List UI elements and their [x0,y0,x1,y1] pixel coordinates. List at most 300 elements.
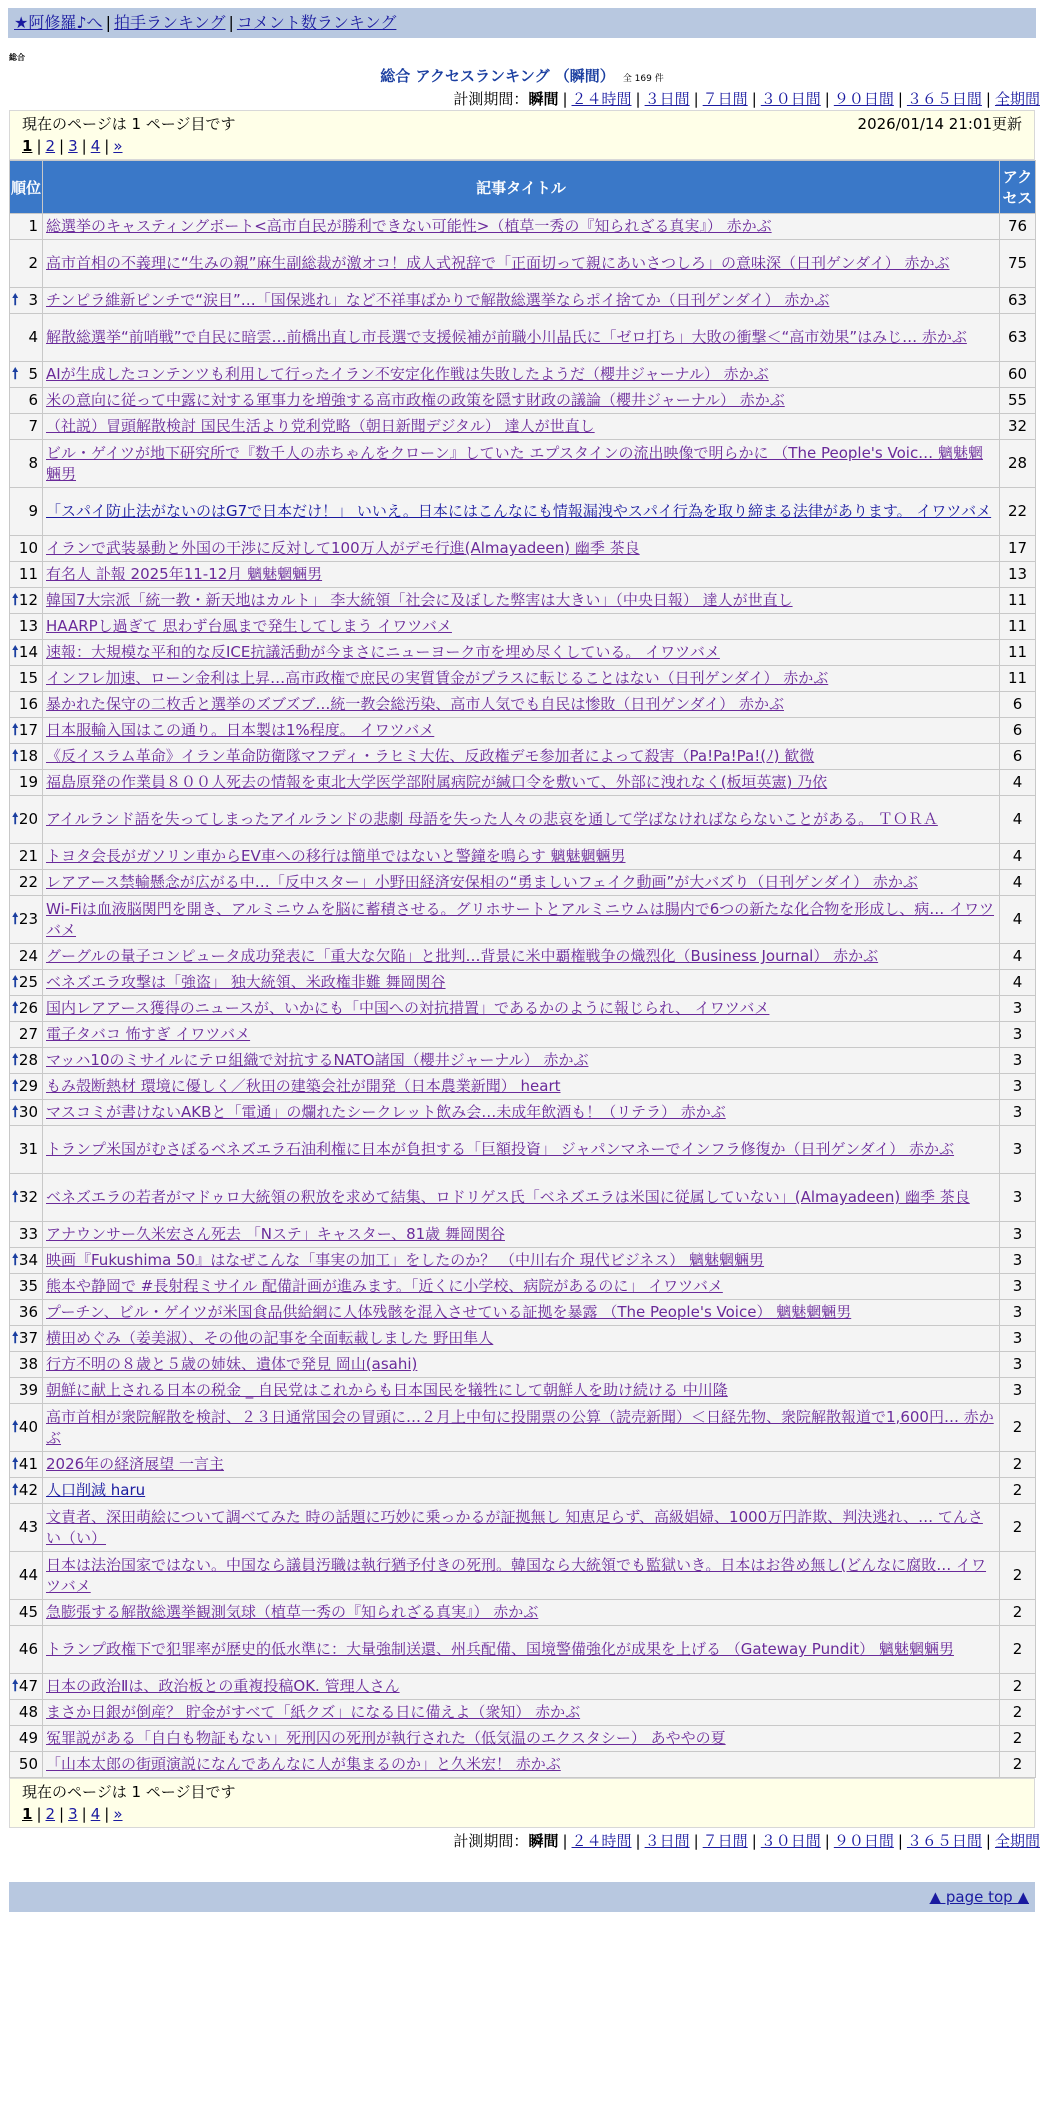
article-title-link[interactable]: Wi-Fiは血液脳関門を開き、アルミニウムを脳に蓄積させる。グリホサートとアルミニウムは腸内で6つの新たな化合物を形成し、病… イワツバメ [46,899,995,939]
rank-number: 33 [18,1225,38,1243]
rank-cell [10,870,43,896]
title-cell [43,996,1000,1022]
article-title-link[interactable]: 「山本太郎の街頭演説になんであんなに人が集まるのか」と久米宏！ 赤かぶ [46,1755,561,1773]
article-title-link[interactable]: 急膨張する解散総選挙観測気球（植草一秀の『知られざる真実』） 赤かぶ [46,1603,539,1621]
rank-cell [10,1074,43,1100]
rank-number: 14 [18,643,38,661]
article-title-link[interactable]: 福島原発の作業員８００人死去の情報を東北大学医学部附属病院が緘口令を敷いて、外部に洩れなく(板垣英憲) 乃依 [46,773,828,791]
period-separator: | [562,90,568,108]
article-title-link[interactable]: 「スパイ防止法がないのはG7で日本だけ！」 いいえ。日本にはこんなにも情報漏洩やスパイ行為を取り締まる法律があります。 イワツバメ [46,502,992,520]
table-row [10,414,1036,440]
rank-cell [10,692,43,718]
title-cell [43,1600,1000,1626]
period-link[interactable]: ９０日間 [833,90,894,108]
rank-number: 13 [18,617,38,635]
rank-number: 49 [18,1729,38,1747]
rank-number: 11 [18,565,38,583]
article-title-link[interactable]: 国内レアアース獲得のニュースが、いかにも「中国への対抗措置」であるかのように報じられ、 イワツバメ [46,999,770,1017]
article-title-link[interactable]: アイルランド語を失ってしまったアイルランドの悲劇 母語を失った人々の悲哀を通して学ばなければならないことがある。 ＴＯＲＡ [46,810,938,828]
table-row [10,214,1036,240]
article-title-link[interactable]: AIが生成したコンテンツも利用して行ったイラン不安定化作戦は失敗したようだ（櫻井ジャーナル） 赤かぶ [46,365,769,383]
article-title-link[interactable]: ビル・ゲイツが地下研究所で『数千人の赤ちゃんをクローン』していた エプスタインの流出映像で明らかに （The People's Voic… 魑魅魍魎男 [46,443,983,483]
rank-up-arrow-icon: 🠕 [12,997,19,1016]
rank-up-arrow-icon: 🠕 [12,1101,19,1120]
rank-cell [10,614,43,640]
nav-link-asyura-home[interactable]: ★阿修羅♪へ [14,13,103,32]
access-count: 3 [1000,1048,1036,1074]
article-title-link[interactable]: 韓国7大宗派「統一教・新天地はカルト」 李大統領「社会に及ぼした弊害は大きい」（中央日報） 達人が世直し [46,591,793,609]
article-title-link[interactable]: 行方不明の８歳と５歳の姉妹、遺体で発見 岡山(asahi) [46,1355,418,1373]
rank-cell [10,1626,43,1674]
article-title-link[interactable]: チンピラ維新ピンチで“涙目”…「国保逃れ」など不祥事ばかりで解散総選挙ならポイ捨てか（日刊ゲンダイ） 赤かぶ [46,291,830,309]
page-separator: | [81,1805,87,1823]
title-cell [43,844,1000,870]
access-count: 17 [1000,536,1036,562]
rank-cell [10,1674,43,1700]
article-title-link[interactable]: インフレ加速、ローン金利は上昇…高市政権で庶民の実質賃金がプラスに転じることはない（日刊ゲンダイ） 赤かぶ [46,669,829,687]
rank-number: 41 [18,1455,38,1473]
table-row [10,488,1036,536]
table-row [10,1248,1036,1274]
current-page-text: 現在のページは 1 ページ目です [22,115,236,133]
page-separator: | [104,137,110,155]
column-header-title: 記事タイトル [43,161,1000,214]
rank-cell [10,1600,43,1626]
period-link[interactable]: ２４時間 [571,90,632,108]
article-title-link[interactable]: 日本の政治Ⅱは、政治板との重複投稿OK. 管理人さん [46,1677,400,1695]
rank-cell [10,588,43,614]
article-title-link[interactable]: 暴かれた保守の二枚舌と選挙のズブズブ…統一教会総汚染、高市人気でも自民は惨敗（日刊ゲンダイ） 赤かぶ [46,695,784,713]
access-count: 3 [1000,996,1036,1022]
table-row [10,944,1036,970]
article-title-link[interactable]: もみ殻断熱材 環境に優しく／秋田の建築会社が開発（日本農業新聞） heart [46,1077,561,1095]
rank-cell [10,1274,43,1300]
page-link[interactable]: 3 [68,1805,78,1823]
period-link[interactable]: ９０日間 [833,1832,894,1850]
title-cell [43,744,1000,770]
rank-cell [10,1222,43,1248]
period-separator: | [693,1832,699,1850]
article-title-link[interactable]: プーチン、ビル・ゲイツが米国食品供給網に人体残骸を混入させている証拠を暴露 （The People's Voice） 魑魅魍魎男 [46,1303,852,1321]
rank-cell [10,640,43,666]
article-title-link[interactable]: イランで武装暴動と外国の干渉に反対して100万人がデモ行進(Almayadeen) 幽季 茶良 [46,539,640,557]
table-row [10,744,1036,770]
access-count: 3 [1000,1022,1036,1048]
page-title: 総合 アクセスランキング （瞬間） [380,67,615,85]
title-cell [43,896,1000,944]
title-cell [43,562,1000,588]
table-row [10,970,1036,996]
period-link[interactable]: ３日間 [644,90,690,108]
table-row [10,1504,1036,1552]
access-count: 3 [1000,1126,1036,1174]
article-title-link[interactable]: ベネズエラ攻撃は「強盗」 独大統領、米政権非難 舞岡関谷 [46,973,446,991]
access-count: 3 [1000,1174,1036,1222]
page-link[interactable]: 4 [90,1805,101,1823]
access-count: 2 [1000,1478,1036,1504]
rank-up-arrow-icon: 🠕 [12,971,19,990]
rank-up-arrow-icon: 🠕 [12,719,19,738]
rank-number: 8 [28,454,38,472]
title-cell [43,944,1000,970]
access-count: 6 [1000,718,1036,744]
rank-number: 12 [18,591,38,609]
rank-cell [10,536,43,562]
rank-cell [10,1752,43,1778]
article-title-link[interactable]: 高市首相が衆院解散を検討、２３日通常国会の冒頭に…２月上中旬に投開票の公算（読売新聞）＜日経先物、衆院解散報道で1,600円… 赤かぶ [46,1407,994,1447]
article-title-link[interactable]: トランプ政権下で犯罪率が歴史的低水準に：大量強制送還、州兵配備、国境警備強化が成果を上げる （Gateway Pundit） 魑魅魍魎男 [46,1640,954,1658]
rank-number: 42 [18,1481,38,1499]
article-title-link[interactable]: 日本服輸入国はこの通り。日本製は1%程度。 イワツバメ [46,721,435,739]
rank-number: 24 [18,947,38,965]
rank-number: 47 [18,1677,38,1695]
article-title-link[interactable]: マスコミが書けないAKBと「電通」の爛れたシークレット飲み会…未成年飲酒も！（リテラ） 赤かぶ [46,1103,726,1121]
rank-cell [10,1452,43,1478]
rank-cell [10,896,43,944]
rank-cell [10,1726,43,1752]
title-cell [43,1222,1000,1248]
rank-number: 27 [18,1025,38,1043]
period-separator: | [693,90,699,108]
page-link[interactable]: 2 [45,1805,56,1823]
table-row [10,362,1036,388]
access-count: 4 [1000,770,1036,796]
rank-number: 34 [18,1251,38,1269]
article-title-link[interactable]: 解散総選挙“前哨戦”で自民に暗雲…前橋出直し市長選で支援候補が前職小川晶氏に「ゼロ打ち」大敗の衝撃＜“高市効果”はみじ… 赤かぶ [46,328,967,346]
rank-number: 25 [18,973,38,991]
title-cell [43,1752,1000,1778]
rank-number: 28 [18,1051,38,1069]
title-cell [43,414,1000,440]
page-next-link[interactable]: » [113,1805,123,1823]
article-title-link[interactable]: トランプ米国がむさぼるベネズエラ石油利権に日本が負担する「巨額投資」 ジャパンマネーでインフラ修復か（日刊ゲンダイ） 赤かぶ [46,1140,955,1158]
title-cell [43,362,1000,388]
article-title-link[interactable]: 映画『Fukushima 50』はなぜこんな「事実の加工」をしたのか？ （中川右介 現代ビジネス） 魑魅魍魎男 [46,1251,765,1269]
period-link[interactable]: ２４時間 [571,1832,632,1850]
period-link[interactable]: 全期間 [994,1832,1040,1850]
table-row [10,440,1036,488]
access-count: 11 [1000,666,1036,692]
article-title-link[interactable]: 2026年の経済展望 一言主 [46,1455,224,1473]
article-title-link[interactable]: 朝鮮に献上される日本の税金 _ 自民党はこれからも日本国民を犠牲にして朝鮮人を助け続ける 中川隆 [46,1381,728,1399]
rank-number: 10 [18,539,38,557]
table-row [10,288,1036,314]
rank-cell [10,1326,43,1352]
column-header-access: アクセス [1000,161,1036,214]
rank-number: 18 [18,747,38,765]
page-top-link[interactable]: ▲ page top ▲ [929,1888,1029,1906]
period-link[interactable]: ３６５日間 [906,1832,982,1850]
rank-cell [10,1404,43,1452]
rank-number: 30 [18,1103,38,1121]
rank-number: 37 [18,1329,38,1347]
title-cell [43,1378,1000,1404]
rank-number: 31 [18,1140,38,1158]
title-cell [43,870,1000,896]
page-separator: | [59,1805,65,1823]
rank-number: 29 [18,1077,38,1095]
article-title-link[interactable]: ベネズエラの若者がマドゥロ大統領の釈放を求めて結集、ロドリゲス氏「ベネズエラは米国に従属していない」(Almayadeen) 幽季 茶良 [46,1188,970,1206]
article-title-link[interactable]: 横田めぐみ（姜美淑）、その他の記事を全面転載しました 野田隼人 [46,1329,494,1347]
rank-number: 9 [28,502,38,520]
table-row [10,1378,1036,1404]
access-count: 13 [1000,562,1036,588]
article-title-link[interactable]: 総選挙のキャスティングボート<高市自民が勝利できない可能性>（植草一秀の『知られざる真実』） 赤かぶ [46,217,772,235]
access-count: 2 [1000,1552,1036,1600]
period-link[interactable]: ７日間 [702,1832,748,1850]
rank-cell [10,1552,43,1600]
period-link[interactable]: ３０日間 [760,1832,821,1850]
table-row [10,870,1036,896]
access-count: 63 [1000,288,1036,314]
rank-up-arrow-icon: 🠕 [12,745,19,764]
access-count: 4 [1000,870,1036,896]
access-count: 3 [1000,1100,1036,1126]
period-selector-bottom [0,1830,1040,1852]
table-row [10,692,1036,718]
title-cell [43,440,1000,488]
period-link[interactable]: ３６５日間 [906,90,982,108]
bottom-bar [9,1882,1035,1912]
access-count: 4 [1000,844,1036,870]
title-cell [43,488,1000,536]
title-cell [43,1452,1000,1478]
period-separator: | [562,1832,568,1850]
table-row [10,1222,1036,1248]
rank-cell [10,214,43,240]
rank-number: 50 [18,1755,38,1773]
article-title-link[interactable]: グーグルの量子コンピュータ成功発表に「重大な欠陥」と批判…背景に米中覇権戦争の熾烈化（Business Journal） 赤かぶ [46,947,879,965]
page-link[interactable]: 3 [68,137,78,155]
rank-number: 17 [18,721,38,739]
rank-number: 5 [28,365,38,383]
access-count: 2 [1000,1404,1036,1452]
period-link[interactable]: ７日間 [702,90,748,108]
period-label: 計測期間： [453,90,529,108]
page-next-link[interactable]: » [113,137,123,155]
rank-number: 44 [18,1566,38,1584]
access-count: 4 [1000,896,1036,944]
period-separator: | [897,1832,903,1850]
rank-up-arrow-icon: 🠕 [12,641,19,660]
table-row [10,314,1036,362]
page-link[interactable]: 4 [90,137,101,155]
article-title-link[interactable]: HAARPし過ぎて 思わず台風まで発生してしまう イワツバメ [46,617,452,635]
title-cell [43,1048,1000,1074]
period-separator: | [897,90,903,108]
period-link[interactable]: ３日間 [644,1832,690,1850]
rank-number: 23 [18,910,38,928]
rank-up-arrow-icon: 🠕 [12,1416,19,1435]
title-cell [43,796,1000,844]
rank-up-arrow-icon: 🠕 [12,1249,19,1268]
access-count: 3 [1000,1300,1036,1326]
article-title-link[interactable]: 速報：大規模な平和的な反ICE抗議活動が今まさにニューヨーク市を埋め尽くしている。 イワツバメ [46,643,720,661]
page-separator: | [59,137,65,155]
rank-number: 4 [28,328,38,346]
rank-number: 2 [28,254,38,272]
rank-cell [10,388,43,414]
title-cell [43,692,1000,718]
rank-number: 15 [18,669,38,687]
access-count: 3 [1000,1378,1036,1404]
access-count: 11 [1000,640,1036,666]
article-title-link[interactable]: マッハ10のミサイルにテロ組織で対抗するNATO諸国（櫻井ジャーナル） 赤かぶ [46,1051,589,1069]
title-cell [43,970,1000,996]
title-cell [43,1552,1000,1600]
access-count: 2 [1000,1752,1036,1778]
article-title-link[interactable]: まさか日銀が倒産？ 貯金がすべて「紙クズ」になる日に備えよ（衆知） 赤かぶ [46,1703,581,1721]
rank-number: 7 [28,417,38,435]
table-row [10,1600,1036,1626]
rank-number: 21 [18,847,38,865]
table-row [10,666,1036,692]
rank-number: 6 [28,391,38,409]
article-title-link[interactable]: 高市首相の不義理に“生みの親”麻生副総裁が激オコ！成人式祝辞で「正面切って親にあいさつしろ」の意味深（日刊ゲンダイ） 赤かぶ [46,254,950,272]
period-current: 瞬間 [528,1832,559,1850]
table-row [10,1552,1036,1600]
rank-up-arrow-icon: 🠕 [12,1453,19,1472]
access-count: 76 [1000,214,1036,240]
article-title-link[interactable]: 文責者、深田萌絵について調べてみた 時の話題に巧妙に乗っかるが証拠無し 知恵足らず、高級娼婦、1000万円詐欺、判決逃れ、… てんさい（い） [46,1507,983,1547]
article-title-link[interactable]: 有名人 訃報 2025年11-12月 魑魅魍魎男 [46,565,323,583]
table-row [10,1100,1036,1126]
period-separator: | [751,1832,757,1850]
access-count: 2 [1000,1626,1036,1674]
access-count: 2 [1000,1504,1036,1552]
page-separator: | [36,137,42,155]
article-title-link[interactable]: トヨタ会長がガソリン車からEV車への移行は簡単ではないと警鐘を鳴らす 魑魅魍魎男 [46,847,626,865]
table-row [10,1126,1036,1174]
rank-cell [10,944,43,970]
page-separator: | [81,137,87,155]
article-title-link[interactable]: レアアース禁輸懸念が広がる中…「反中スター」小野田経済安保相の“勇ましいフェイク動画”が大バズり（日刊ゲンダイ） 赤かぶ [46,873,918,891]
period-separator: | [635,1832,641,1850]
title-cell [43,1478,1000,1504]
pagination-top [22,135,1022,157]
rank-cell [10,1378,43,1404]
page-link[interactable]: 2 [45,137,56,155]
top-nav-bar [8,8,1036,38]
period-separator: | [985,90,991,108]
rank-number: 22 [18,873,38,891]
updated-timestamp: 2026/01/14 21:01更新 [857,115,1022,133]
rank-number: 20 [18,810,38,828]
rank-number: 40 [18,1418,38,1436]
title-cell [43,1174,1000,1222]
rank-up-arrow-icon: 🠕 [12,589,19,608]
rank-cell [10,1352,43,1378]
rank-number: 32 [18,1188,38,1206]
rank-cell [10,414,43,440]
table-row [10,388,1036,414]
rank-number: 39 [18,1381,38,1399]
title-cell [43,1274,1000,1300]
title-cell [43,640,1000,666]
title-cell [43,1404,1000,1452]
title-cell [43,718,1000,744]
article-title-link[interactable]: 日本は法治国家ではない。中国なら議員汚職は執行猶予付きの死刑。韓国なら大統領でも監獄いき。日本はお咎め無し(どんなに腐敗… イワツバメ [46,1555,987,1595]
table-row [10,1700,1036,1726]
access-count: 11 [1000,588,1036,614]
rank-number: 35 [18,1277,38,1295]
table-row [10,1352,1036,1378]
article-title-link[interactable]: 電子タバコ 怖すぎ イワツバメ [46,1025,251,1043]
table-row [10,996,1036,1022]
access-count: 2 [1000,1600,1036,1626]
nav-link-comment-ranking[interactable]: コメント数ランキング [236,13,397,32]
article-title-link[interactable]: 米の意向に従って中露に対する軍事力を増強する高市政権の政策を隠す財政の議論（櫻井ジャーナル） 赤かぶ [46,391,785,409]
table-row [10,844,1036,870]
title-cell [43,288,1000,314]
rank-up-arrow-icon: 🠕 [12,363,19,382]
rank-number: 19 [18,773,38,791]
access-count: 22 [1000,488,1036,536]
title-cell [43,1300,1000,1326]
page-separator: | [36,1805,42,1823]
rank-cell [10,796,43,844]
title-cell [43,588,1000,614]
page-separator: | [104,1805,110,1823]
rank-number: 3 [28,291,38,309]
article-title-link[interactable]: 人口削減 haru [46,1481,146,1499]
title-cell [43,1022,1000,1048]
rank-cell [10,1174,43,1222]
article-title-link[interactable]: アナウンサー久米宏さん死去 「Nステ」キャスター、81歳 舞岡関谷 [46,1225,505,1243]
table-row [10,562,1036,588]
nav-link-applause-ranking[interactable]: 拍手ランキング [113,13,226,32]
title-cell [43,1726,1000,1752]
rank-cell [10,1478,43,1504]
rank-up-arrow-icon: 🠕 [12,1479,19,1498]
title-cell [43,770,1000,796]
article-title-link[interactable]: （社説）冒頭解散検討 国民生活より党利党略（朝日新聞デジタル） 達人が世直し [46,417,595,435]
rank-number: 45 [18,1603,38,1621]
rank-cell [10,1700,43,1726]
title-cell [43,240,1000,288]
period-separator: | [824,1832,830,1850]
period-link[interactable]: ３０日間 [760,90,821,108]
rank-cell [10,288,43,314]
column-header-rank: 順位 [10,161,43,214]
table-row [10,1726,1036,1752]
article-title-link[interactable]: 冤罪説がある「自白も物証もない」死刑囚の死刑が執行された（低気温のエクスタシー） あややの夏 [46,1729,726,1747]
page-current: 1 [22,137,33,155]
rank-up-arrow-icon: 🠕 [12,808,19,827]
table-row [10,1674,1036,1700]
title-cell [43,1074,1000,1100]
table-row [10,796,1036,844]
table-row [10,1326,1036,1352]
table-row [10,1404,1036,1452]
article-title-link[interactable]: 《反イスラム革命》イラン革命防衛隊マフディ・ラヒミ大佐、反政権デモ参加者によって殺害（Pa!Pa!Pa!(ﾉ) 歓微 [46,747,815,765]
period-link[interactable]: 全期間 [994,90,1040,108]
rank-number: 36 [18,1303,38,1321]
rank-up-arrow-icon: 🠕 [12,908,19,927]
rank-cell [10,844,43,870]
table-row [10,588,1036,614]
article-title-link[interactable]: 熊本や静岡で #長射程ミサイル 配備計画が進みます。「近くに小学校、病院があるのに」 イワツバメ [46,1277,723,1295]
access-count: 4 [1000,796,1036,844]
title-cell [43,1126,1000,1174]
rank-number: 38 [18,1355,38,1373]
period-current: 瞬間 [528,90,559,108]
rank-number: 16 [18,695,38,713]
access-count: 6 [1000,744,1036,770]
table-row [10,536,1036,562]
title-cell [43,1700,1000,1726]
title-cell [43,536,1000,562]
